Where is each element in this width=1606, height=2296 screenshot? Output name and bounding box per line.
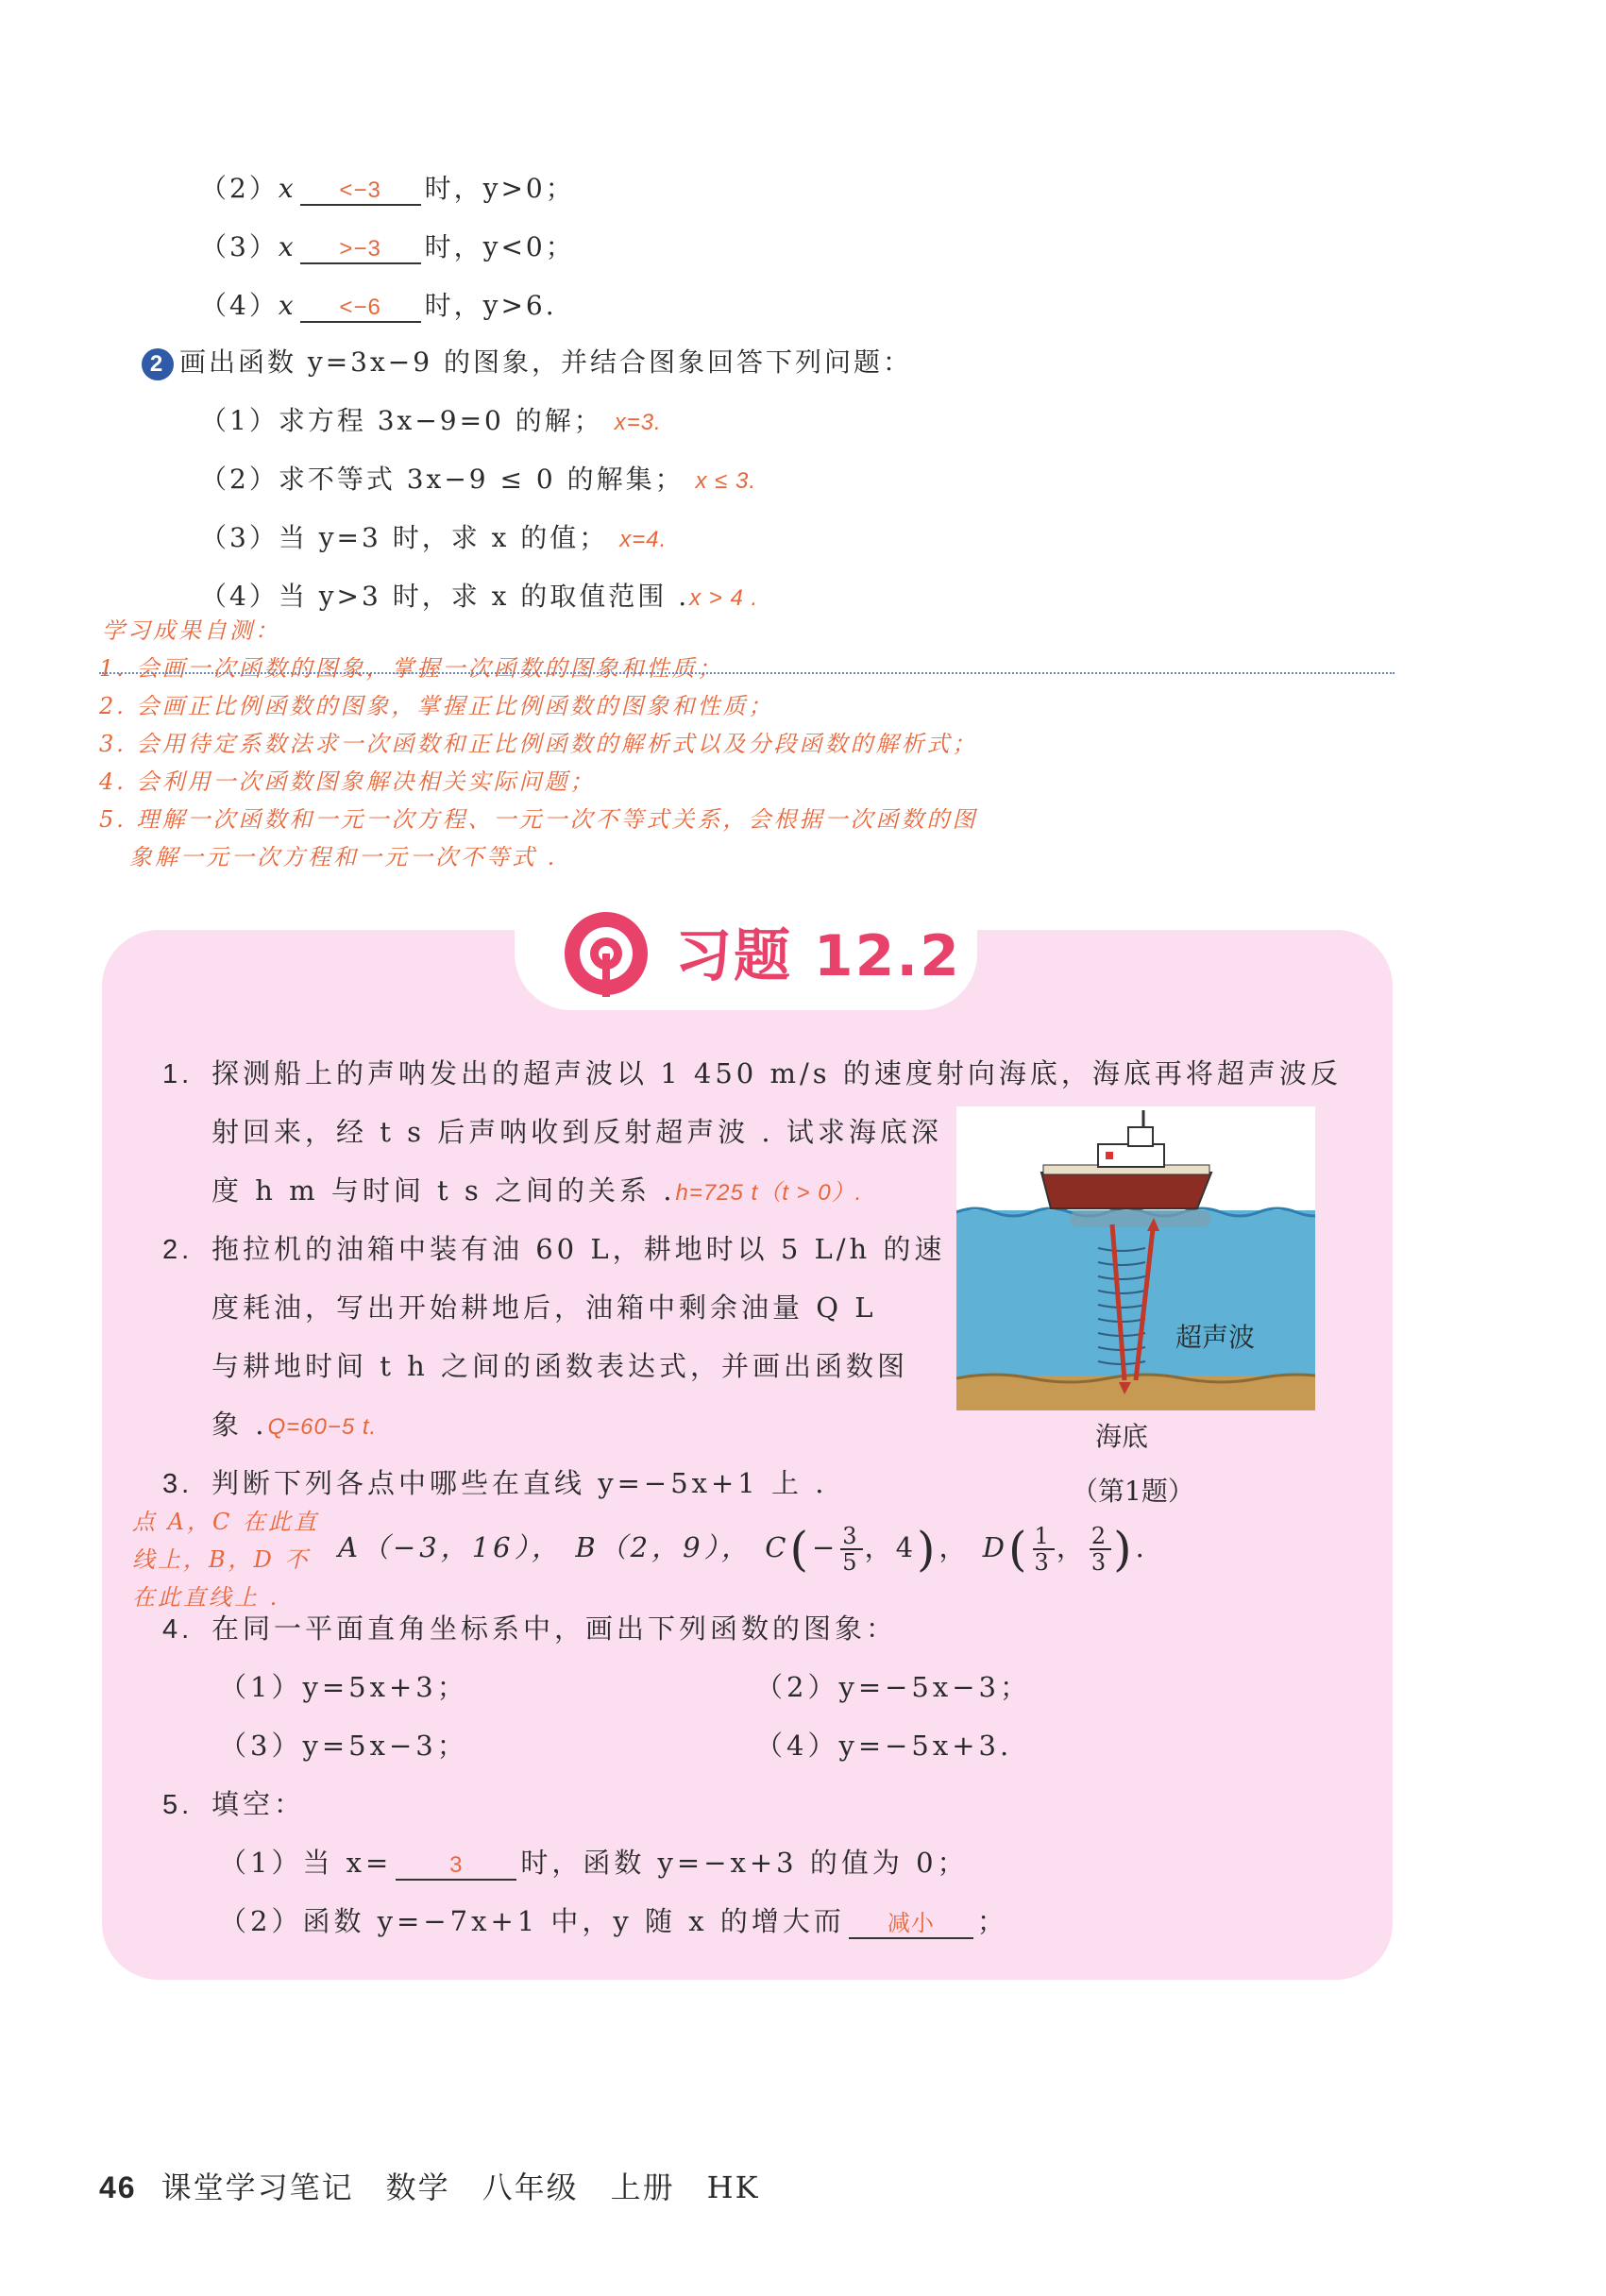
self-test-item: 5. 理解一次函数和一元一次方程、一元一次不等式关系，会根据一次函数的图 [99, 806, 978, 833]
problem-number-badge: 2 [142, 348, 174, 380]
page-number: 46 [99, 2170, 137, 2204]
answer-text: 减小 [887, 1911, 935, 1936]
problem-2-prompt: 2 画出函数 y=3x−9 的图象，并结合图象回答下列问题： [142, 342, 912, 380]
answer-text: <−6 [339, 295, 381, 320]
figure-caption: （第1题） [1072, 1476, 1194, 1507]
question-2-line-4: 象 .Q=60−5 t. [211, 1409, 378, 1441]
exercise-title: 习题 12.2 [675, 923, 961, 989]
answer-text: Q=60−5 t. [267, 1414, 378, 1440]
self-test-heading: 学习成果自测： [102, 617, 280, 644]
problem-2-part-3: （3）当 y=3 时，求 x 的值； x=4. [200, 522, 668, 553]
divider [99, 672, 1395, 674]
question-2-line-3: 与耕地时间 t h 之间的函数表达式，并画出函数图 [211, 1350, 908, 1382]
self-test-item: 2. 会画正比例函数的图象，掌握正比例函数的图象和性质； [99, 693, 774, 719]
seabed-label: 海底 [1095, 1421, 1149, 1452]
question-1-line-3: 度 h m 与时间 t s 之间的关系 .h=725 t（t > 0）. [211, 1174, 863, 1207]
top-item-3: （3）x >−3 时，y<0； [200, 231, 575, 262]
question-3-points: A（−3，16）， B（2，9）， C(− $\frac{3}{5}$ ，4)， D( $\frac{1}{3}$ ， $\frac{2}{3}$ ). [338, 1522, 1148, 1577]
sonar-ship-illustration [956, 1106, 1315, 1410]
question-4-part-1: （1）y=5x+3； [219, 1671, 468, 1703]
self-test-item: 4. 会利用一次函数图象解决相关实际问题； [99, 768, 596, 795]
top-item-2: （2）x <−3 时，y>0； [200, 173, 575, 204]
self-test-item: 1. 会画一次函数的图象，掌握一次函数的图象和性质； [99, 655, 723, 682]
problem-2-part-1: （1）求方程 3x−9=0 的解； x=3. [200, 405, 662, 436]
question-2-line-1: 2. 拖拉机的油箱中装有油 60 L，耕地时以 5 L/h 的速 [162, 1233, 946, 1265]
answer-text: <−3 [339, 177, 381, 203]
answer-text: 3 [449, 1852, 464, 1878]
page-footer: 46 课堂学习笔记 数学 八年级 上册 HK [99, 2169, 760, 2205]
question-1-line-1: 1. 探测船上的声呐发出的超声波以 1 450 m/s 的速度射向海底，海底再将超声波反 [162, 1057, 1342, 1089]
question-2-line-2: 度耗油，写出开始耕地后，油箱中剩余油量 Q L [211, 1292, 877, 1324]
problem-2-part-2: （2）求不等式 3x−9 ≤ 0 的解集； x ≤ 3. [200, 464, 757, 495]
question-1-line-2: 射回来，经 t s 后声呐收到反射超声波 . 试求海底深 [211, 1116, 942, 1148]
exercise-logo-icon [557, 906, 661, 1001]
problem-2-part-4: （4）当 y>3 时，求 x 的取值范围 .x > 4 . [200, 581, 759, 612]
wave-label: 超声波 [1175, 1322, 1256, 1353]
question-4-part-4: （4）y=−5x+3. [755, 1730, 1013, 1762]
question-3: 3. 判断下列各点中哪些在直线 y=−5x+1 上 . [162, 1467, 828, 1499]
question-4-part-3: （3）y=5x−3； [219, 1730, 468, 1762]
question-5: 5. 填空： [162, 1788, 306, 1820]
question-4-part-2: （2）y=−5x−3； [755, 1671, 1031, 1703]
question-4: 4. 在同一平面直角坐标系中，画出下列函数的图象： [162, 1612, 898, 1645]
question-5-part-2: （2）函数 y=−7x+1 中，y 随 x 的增大而 减小 ； [219, 1905, 1008, 1937]
question-3-note: 点 A，C 在此直 [132, 1509, 319, 1535]
self-test-item: 3. 会用待定系数法求一次函数和正比例函数的解析式以及分段函数的解析式； [99, 731, 978, 757]
top-item-4: （4）x <−6 时，y>6. [200, 290, 557, 321]
question-5-part-1: （1）当 x= 3 时，函数 y=−x+3 的值为 0； [219, 1847, 969, 1879]
self-test-item: 象解一元一次方程和一元一次不等式 . [129, 844, 558, 870]
answer-text: h=725 t（t > 0）. [675, 1180, 863, 1206]
question-3-note: 线上，B，D 不 [132, 1546, 311, 1573]
question-3-note: 在此直线上 . [132, 1584, 280, 1611]
answer-text: >−3 [339, 236, 381, 262]
